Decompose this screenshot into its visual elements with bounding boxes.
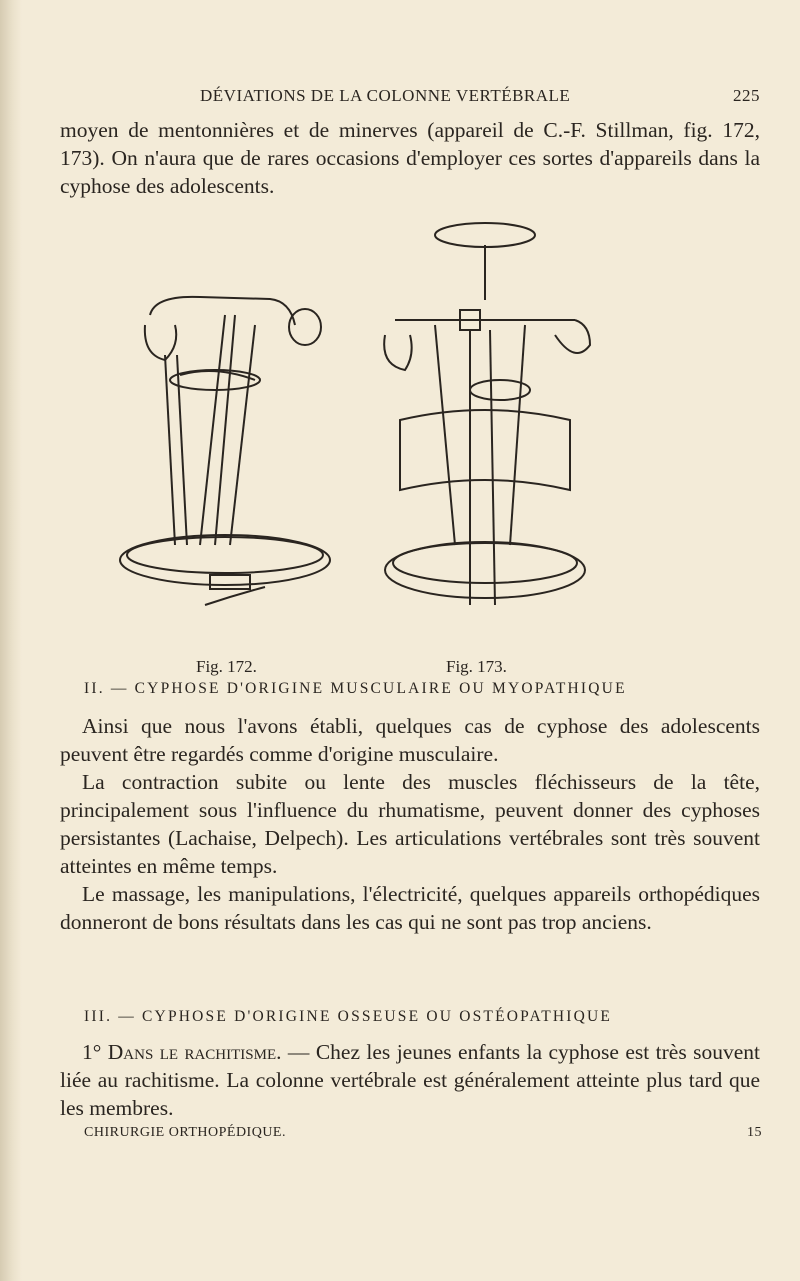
running-head-title: DÉVIATIONS DE LA COLONNE VERTÉBRALE bbox=[200, 86, 571, 105]
page-number: 225 bbox=[733, 86, 760, 105]
figure-172-caption: Fig. 172. bbox=[196, 657, 257, 676]
section-3-heading: III. — CYPHOSE D'ORIGINE OSSEUSE OU OSTÉOPATHIQUE bbox=[84, 1008, 613, 1025]
signature-mark: 15 bbox=[747, 1125, 762, 1140]
figures-block bbox=[105, 215, 625, 635]
brace-with-chin-rest-icon bbox=[375, 215, 615, 635]
paragraph: Le massage, les manipulations, l'électricité, quelques appareils orthopédiques donneront de bons résultats dans les cas qui ne sont pas trop anciens. bbox=[60, 882, 760, 934]
section-2-heading: II. — CYPHOSE D'ORIGINE MUSCULAIRE OU MYOPATHIQUE bbox=[84, 680, 627, 697]
paragraph: La contraction subite ou lente des muscles fléchisseurs de la tête, principalement sous l'influence du rhumatisme, peuvent donner des cyphoses persistantes (Lachaise, Delpech). Les articulations vertébrales sont très souvent atteintes en même temps. bbox=[60, 770, 760, 878]
section-3-lead: 1° Dans le rachitisme. bbox=[82, 1040, 282, 1064]
page-edge-shadow bbox=[0, 0, 22, 1281]
section-3-paragraph bbox=[60, 1038, 760, 1122]
page-footer bbox=[84, 1125, 764, 1141]
section-3-text: — Chez les jeunes enfants la cyphose est très souvent liée au rachitisme. La colonne vertébrale est généralement atteinte plus tard que les membres. bbox=[60, 1040, 760, 1120]
section-2-body bbox=[60, 712, 760, 936]
footer-running-title: CHIRURGIE ORTHOPÉDIQUE. bbox=[84, 1125, 286, 1140]
paragraph: Ainsi que nous l'avons établi, quelques cas de cyphose des adolescents peuvent être regardés comme d'origine musculaire. bbox=[60, 714, 760, 766]
figure-173-caption: Fig. 173. bbox=[446, 657, 507, 676]
intro-paragraph: moyen de mentonnières et de minerves (appareil de C.-F. Stillman, fig. 172, 173). On n'aura que de rares occasions d'employer ces sortes d'appareils dans la cyphose des adolescents. bbox=[60, 118, 760, 198]
